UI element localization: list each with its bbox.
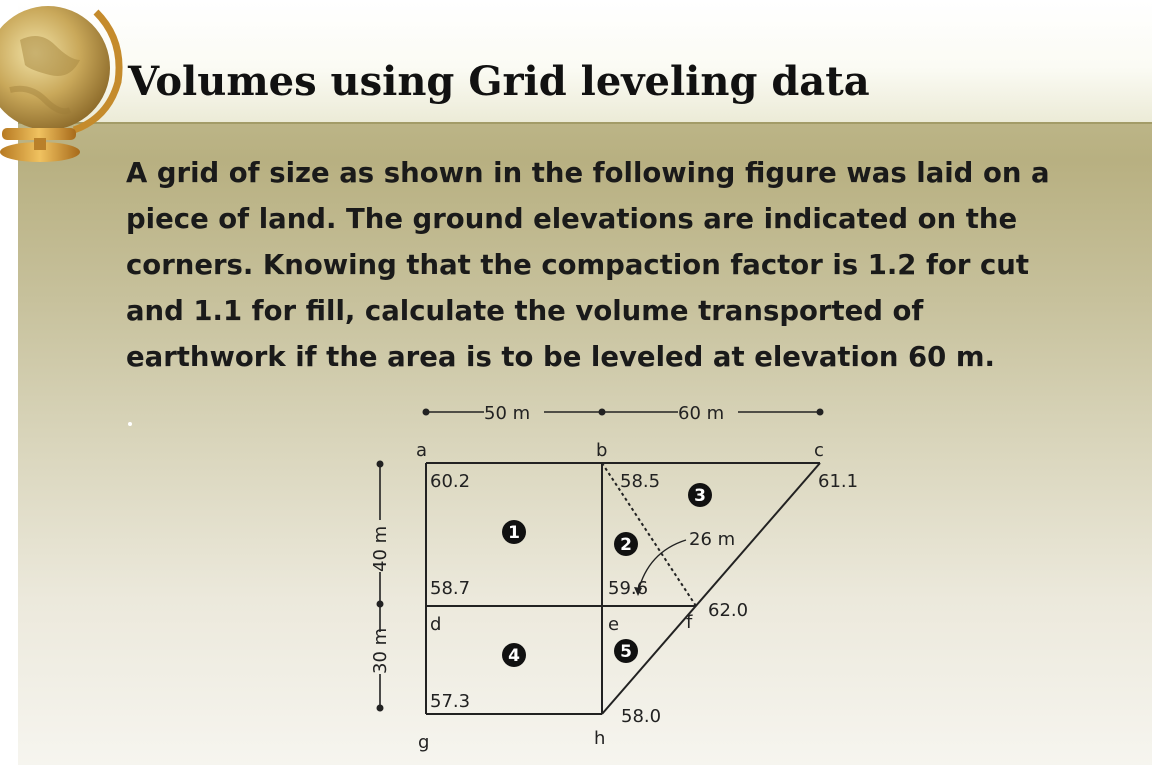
elevation-f: 62.0 (708, 600, 749, 621)
svg-text:1: 1 (508, 523, 520, 543)
dim-dot-b (599, 409, 606, 416)
dim-dot-c (817, 409, 824, 416)
corner-letter-c: c (814, 440, 824, 461)
elevation-g: 57.3 (430, 691, 471, 712)
dim-label-60m: 60 m (678, 403, 725, 424)
bullet-dot (128, 422, 132, 426)
corner-letter-a: a (416, 440, 428, 461)
region-marker-5 (614, 639, 638, 663)
svg-text:4: 4 (508, 646, 520, 666)
dim-label-26m: 26 m (689, 529, 736, 550)
grid-figure (338, 392, 858, 764)
side-dot-mid (377, 601, 384, 608)
svg-text:2: 2 (620, 535, 632, 555)
region-marker-4 (502, 643, 526, 667)
corner-letter-e: e (608, 614, 620, 635)
elevation-b: 58.5 (620, 471, 661, 492)
elevation-d: 58.7 (430, 578, 471, 599)
dim-dot-a (423, 409, 430, 416)
region-marker-3 (688, 483, 712, 507)
dim-label-40m: 40 m (370, 525, 391, 572)
corner-letter-d: d (430, 614, 442, 635)
problem-statement: A grid of size as shown in the following figure was laid on a piece of land. The ground elevations are indicated on the corners. Knowing that the compaction factor is 1.2 for cut and 1.1 for fill, calculate the volume transported of earthwork if the area is to be leveled at elevation 60 m. (126, 157, 1050, 373)
elevation-h: 58.0 (621, 706, 662, 727)
side-dot-top (377, 461, 384, 468)
dim-label-50m: 50 m (484, 403, 531, 424)
svg-text:3: 3 (694, 486, 706, 506)
globe-icon (0, 0, 130, 170)
slide-title: Volumes using Grid leveling data (128, 58, 870, 105)
side-dot-bottom (377, 705, 384, 712)
elevation-e: 59.6 (608, 578, 649, 599)
region-marker-1 (502, 520, 526, 544)
elevation-a: 60.2 (430, 471, 471, 492)
corner-letter-b: b (596, 440, 608, 461)
elevation-c: 61.1 (818, 471, 858, 492)
region-marker-2 (614, 532, 638, 556)
corner-letter-g: g (418, 732, 430, 753)
svg-text:5: 5 (620, 642, 632, 662)
dim-label-30m: 30 m (370, 627, 391, 674)
corner-letter-h: h (594, 728, 606, 749)
corner-letter-f: f (686, 612, 693, 633)
